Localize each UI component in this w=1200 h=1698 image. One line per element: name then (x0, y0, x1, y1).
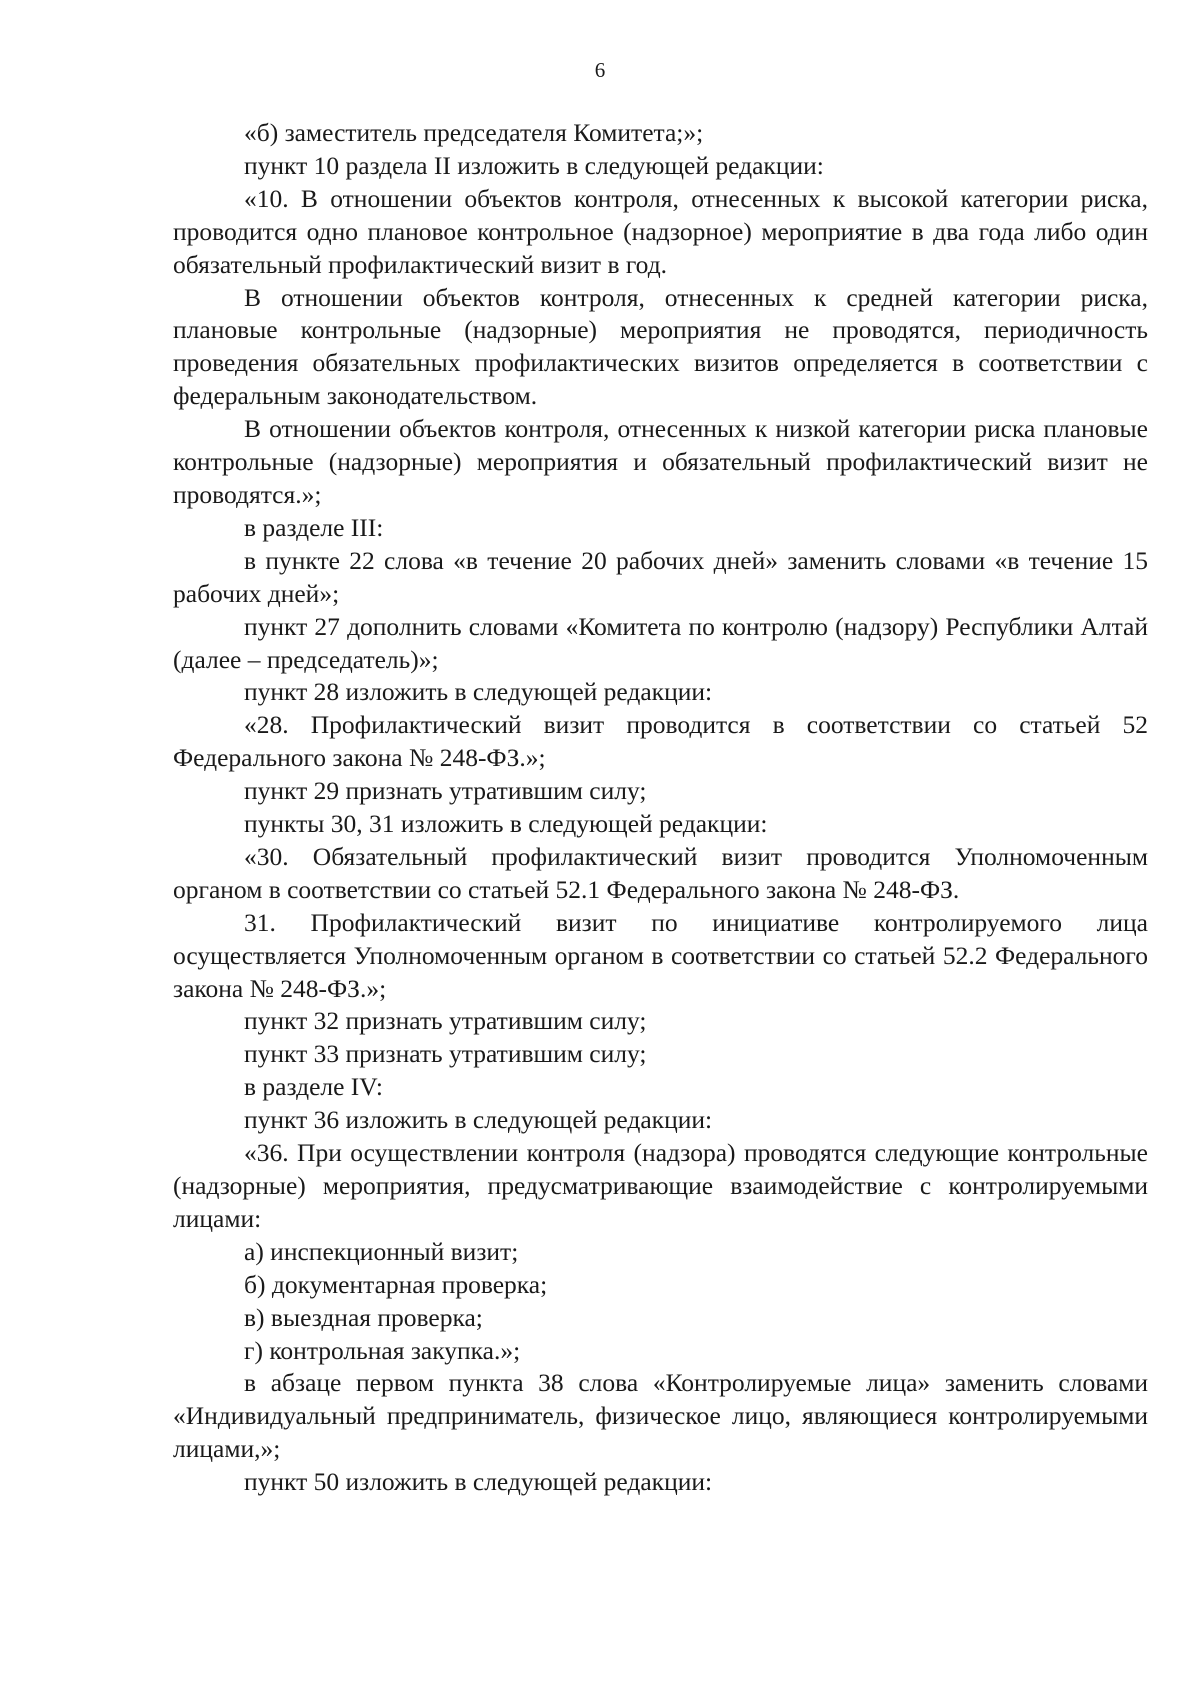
paragraph: В отношении объектов контроля, отнесенных к средней категории риска, плановые контрольные (надзорные) мероприятия не проводятся, периодичность проведения обязательных профилактических визитов определяется в соответствии с федеральным законодательством. (173, 282, 1148, 411)
paragraph: пункт 50 изложить в следующей редакции: (244, 1467, 713, 1497)
paragraph: пункт 36 изложить в следующей редакции: (244, 1105, 713, 1135)
paragraph: пункт 29 признать утратившим силу; (244, 776, 647, 806)
paragraph: пункт 33 признать утратившим силу; (244, 1039, 647, 1069)
paragraph: пункт 10 раздела II изложить в следующей редакции: (244, 150, 824, 180)
paragraph: «28. Профилактический визит проводится в соответствии со статьей 52 Федерального закона № 248-ФЗ.»; (173, 710, 1148, 773)
paragraph: пункт 32 признать утратившим силу; (244, 1006, 647, 1036)
paragraph: В отношении объектов контроля, отнесенных к низкой категории риска плановые контрольные (надзорные) мероприятия и обязательный профилактический визит не проводятся.»; (173, 414, 1148, 509)
document-body (173, 117, 1148, 1499)
paragraph: в разделе IV: (244, 1072, 383, 1102)
paragraph: в абзаце первом пункта 38 слова «Контролируемые лица» заменить словами «Индивидуальный предприниматель, физическое лицо, являющиеся контролируемыми лицами,»; (173, 1368, 1148, 1464)
paragraph: пункт 27 дополнить словами «Комитета по контролю (надзору) Республики Алтай (далее – председатель)»; (173, 611, 1148, 674)
list-item: а) инспекционный визит; (244, 1236, 519, 1266)
list-item: б) документарная проверка; (244, 1269, 548, 1299)
list-item: г) контрольная закупка.»; (244, 1335, 521, 1365)
paragraph: «10. В отношении объектов контроля, отнесенных к высокой категории риска, проводится одно плановое контрольное (надзорное) мероприятие в два года либо один обязательный профилактический визит в год. (173, 183, 1148, 279)
list-item: в) выездная проверка; (244, 1302, 483, 1332)
paragraph: в разделе III: (244, 512, 384, 542)
paragraph: «30. Обязательный профилактический визит проводится Уполномоченным органом в соответствии со статьей 52.1 Федерального закона № 248-ФЗ. (173, 841, 1148, 904)
paragraph: пункт 28 изложить в следующей редакции: (244, 677, 713, 707)
paragraph: пункты 30, 31 изложить в следующей редакции: (244, 809, 768, 839)
paragraph: «36. При осуществлении контроля (надзора) проводятся следующие контрольные (надзорные) мероприятия, предусматривающие взаимодействие с контролируемыми лицами: (173, 1138, 1148, 1233)
page-number: 6 (594, 58, 606, 82)
paragraph: в пункте 22 слова «в течение 20 рабочих дней» заменить словами «в течение 15 рабочих дней»; (173, 545, 1148, 608)
paragraph: «б) заместитель председателя Комитета;»; (244, 118, 704, 147)
paragraph: 31. Профилактический визит по инициативе контролируемого лица осуществляется Уполномоченным органом в соответствии со статьей 52.2 Федерального закона № 248-ФЗ.»; (173, 907, 1148, 1003)
